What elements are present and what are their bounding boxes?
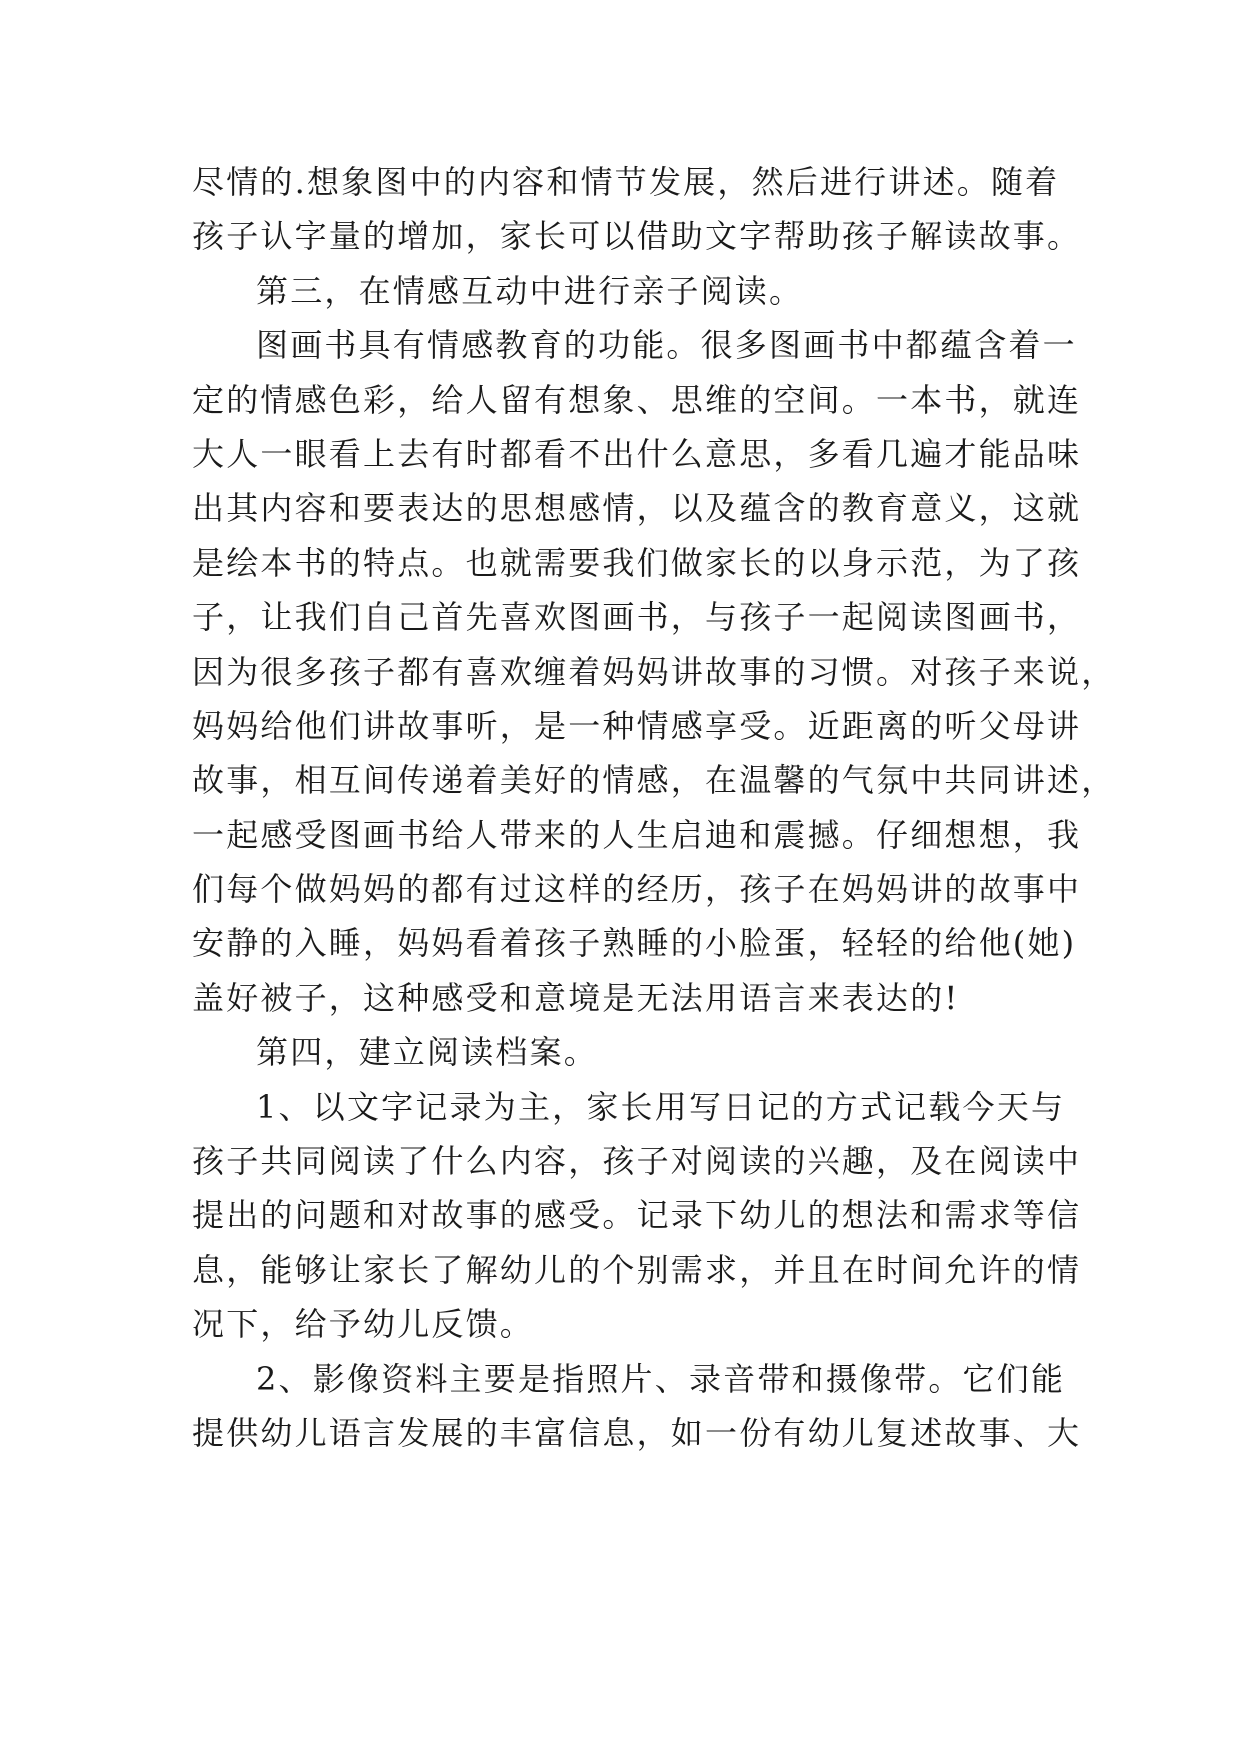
text-line: 因为很多孩子都有喜欢缠着妈妈讲故事的习惯。对孩子来说， [192,652,1116,691]
text-line: 孩子共同阅读了什么内容，孩子对阅读的兴趣，及在阅读中 [192,1142,1082,1181]
text-line: 子，让我们自己首先喜欢图画书，与孩子一起阅读图画书， [192,598,1082,637]
text-line: 盖好被子，这种感受和意境是无法用语言来表达的! [192,978,960,1017]
text-line: 安静的入睡，妈妈看着孩子熟睡的小脸蛋，轻轻的给他(她) [192,924,1077,963]
body-text [192,155,1116,1460]
paragraph-first-line: 1、以文字记录为主，家长用写日记的方式记载今天与 [256,1087,1066,1126]
paragraph-first-line: 2、影像资料主要是指照片、录音带和摄像带。它们能 [256,1359,1066,1398]
text-line: 们每个做妈妈的都有过这样的经历，孩子在妈妈讲的故事中 [192,870,1082,909]
text-line: 妈妈给他们讲故事听，是一种情感享受。近距离的听父母讲 [192,706,1082,745]
text-line: 孩子认字量的增加，家长可以借助文字帮助孩子解读故事。 [192,217,1082,256]
text-line: 大人一眼看上去有时都看不出什么意思，多看几遍才能品味 [192,434,1082,473]
paragraph-first-line: 图画书具有情感教育的功能。很多图画书中都蕴含着一 [256,326,1077,365]
text-line: 故事，相互间传递着美好的情感，在温馨的气氛中共同讲述， [192,761,1116,800]
text-line: 提出的问题和对故事的感受。记录下幼儿的想法和需求等信 [192,1196,1082,1235]
paragraph-first-line: 第三，在情感互动中进行亲子阅读。 [256,271,804,310]
text-line: 况下，给予幼儿反馈。 [192,1305,535,1344]
text-line: 出其内容和要表达的思想感情，以及蕴含的教育意义，这就 [192,489,1082,528]
text-line: 尽情的.想象图中的内容和情节发展，然后进行讲述。随着 [192,163,1060,201]
text-line: 息，能够让家长了解幼儿的个别需求，并且在时间允许的情 [192,1250,1082,1289]
text-line: 提供幼儿语言发展的丰富信息，如一份有幼儿复述故事、大 [192,1413,1082,1452]
text-line: 一起感受图画书给人带来的人生启迪和震撼。仔细想想，我 [192,815,1082,854]
text-line: 是绘本书的特点。也就需要我们做家长的以身示范，为了孩 [192,543,1082,582]
text-line: 定的情感色彩，给人留有想象、思维的空间。一本书，就连 [192,380,1082,419]
paragraph-first-line: 第四，建立阅读档案。 [256,1033,599,1072]
